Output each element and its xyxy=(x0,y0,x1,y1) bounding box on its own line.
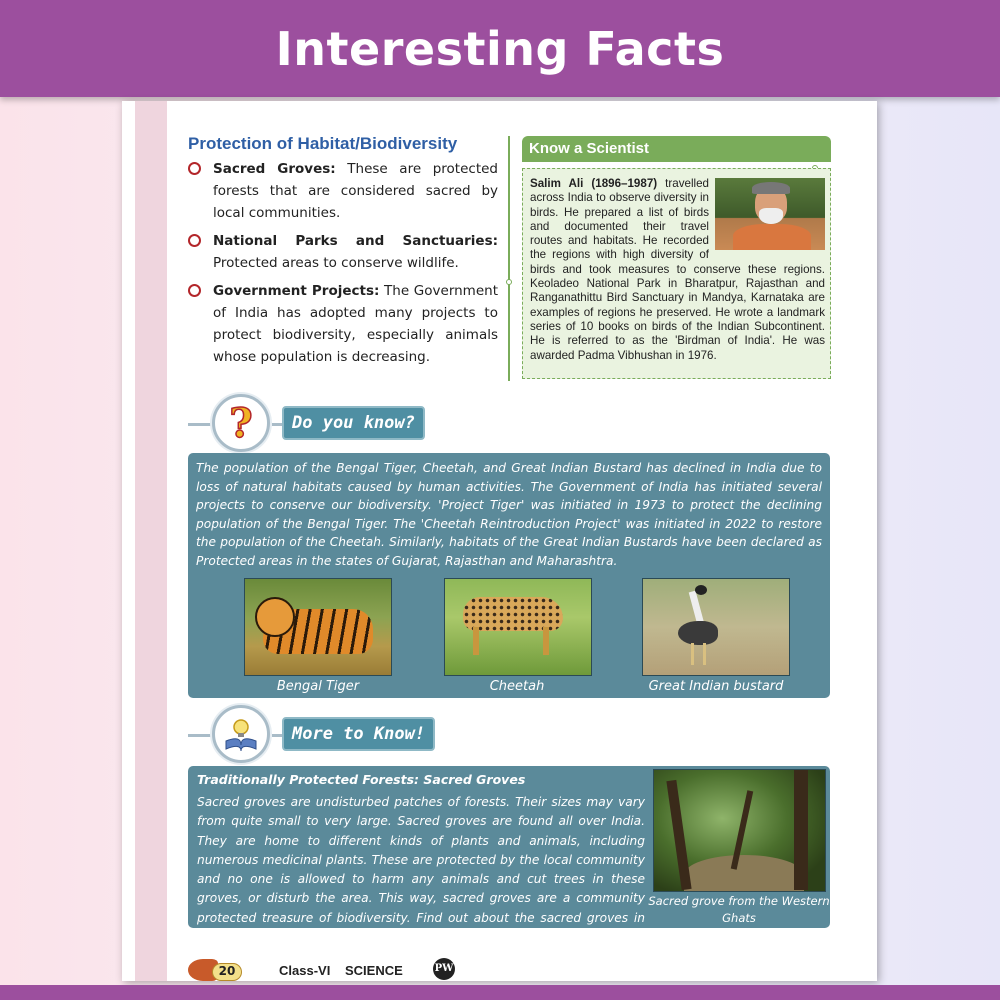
sacred-groves-title: Traditionally Protected Forests: Sacred Groves xyxy=(197,772,526,787)
scientist-name: Salim Ali (1896–1987) xyxy=(530,177,658,190)
list-item xyxy=(188,230,498,274)
circle-bullet-icon xyxy=(188,234,201,247)
section-heading: Protection of Habitat/Biodiversity xyxy=(188,134,458,153)
circle-bullet-icon xyxy=(188,284,201,297)
more-to-know-label: More to Know! xyxy=(282,717,435,751)
fact-text: Protected areas to conserve wildlife. xyxy=(213,255,459,271)
book-lightbulb-icon xyxy=(212,705,270,763)
fact-text: These are protected forests that are considered sacred by local communities. xyxy=(213,161,498,221)
fact-term: National Parks and Sanctuaries: xyxy=(213,233,498,249)
pw-logo-icon: PW xyxy=(433,958,455,980)
decorative-dot-icon xyxy=(506,279,512,285)
sacred-groves-text: Sacred groves are undisturbed patches of forests. Their sizes may vary from quite small to very large. Sacred groves are found all over India. They are home to different kinds of plants and animals, including numerous medicinal plants. These are protected by the local community and no one is allowed to harm any animals and cut trees in these groves, or disturb the area. This way, sacred groves are a community protected treasure of biodiversity. Find out about the sacred groves in your region. xyxy=(197,795,645,945)
animal-caption: Great Indian bustard xyxy=(648,679,784,694)
list-item xyxy=(188,280,498,368)
page-number: 20 xyxy=(212,963,242,981)
footer-class: Class-VI xyxy=(279,963,331,978)
more-to-know-panel xyxy=(188,766,830,945)
animal-caption: Bengal Tiger xyxy=(276,679,360,694)
header-banner xyxy=(0,0,1000,97)
sacred-grove-caption: Sacred grove from the Western Ghats xyxy=(648,894,830,925)
scientist-photo xyxy=(715,178,825,250)
bengal-tiger-photo xyxy=(244,578,392,676)
great-indian-bustard-photo xyxy=(642,578,790,676)
scientist-side-line xyxy=(508,136,510,381)
footer-bar xyxy=(0,985,1000,1000)
page-margin-strip xyxy=(135,101,167,981)
do-you-know-panel xyxy=(188,453,830,698)
scientist-text: travelled across India to observe diversity in birds. He prepared a list of birds and documented their travel routes and habitats. He recorded the regions with high diversity of birds and took measures to conserve these regions. Keoladeo National Park in Bharatpur, Rajasthan and Ranganathittu Bird Sanctuary in Mandya, Karnataka are examples of regions he preserved. He wrote a landmark series of 10 books on birds of the Indian Subcontinent. He is referred to as the 'Birdman of India'. He was awarded Padma Vibhushan in 1976. xyxy=(530,177,825,362)
do-you-know-text: The population of the Bengal Tiger, Cheetah, and Great Indian Bustard has declined in India due to loss of natural habitats caused by human activities. The Government of India has initiated several projects to conserve our biodiversity. 'Project Tiger' was initiated in 1973 to protect the declining population of the Bengal Tiger. The 'Cheetah Reintroduction Project' was initiated in 2022 to restore the population of the Cheetah. Similarly, habitats of the Great Indian Bustards have been declared as Protected areas in the states of Gujarat, Rajasthan and Maharashtra. xyxy=(196,461,822,568)
know-a-scientist-box xyxy=(508,136,831,383)
do-you-know-label: Do you know? xyxy=(282,406,425,440)
page-title: Interesting Facts xyxy=(275,21,725,76)
fact-term: Government Projects: xyxy=(213,283,380,299)
list-item xyxy=(188,158,498,224)
circle-bullet-icon xyxy=(188,162,201,175)
footer-subject: SCIENCE xyxy=(345,963,403,978)
protection-list xyxy=(188,158,498,374)
question-mark-icon: ? xyxy=(212,394,270,452)
fact-text: The Government of India has adopted many projects to protect biodiversity, especially animals whose population is decreasing. xyxy=(213,283,498,365)
animal-caption: Cheetah xyxy=(489,679,545,694)
cheetah-photo xyxy=(444,578,592,676)
scientist-header: Know a Scientist xyxy=(522,136,831,162)
sacred-grove-photo xyxy=(653,769,826,892)
scientist-body xyxy=(522,168,831,379)
textbook-page xyxy=(122,101,877,981)
fact-term: Sacred Groves: xyxy=(213,161,336,177)
